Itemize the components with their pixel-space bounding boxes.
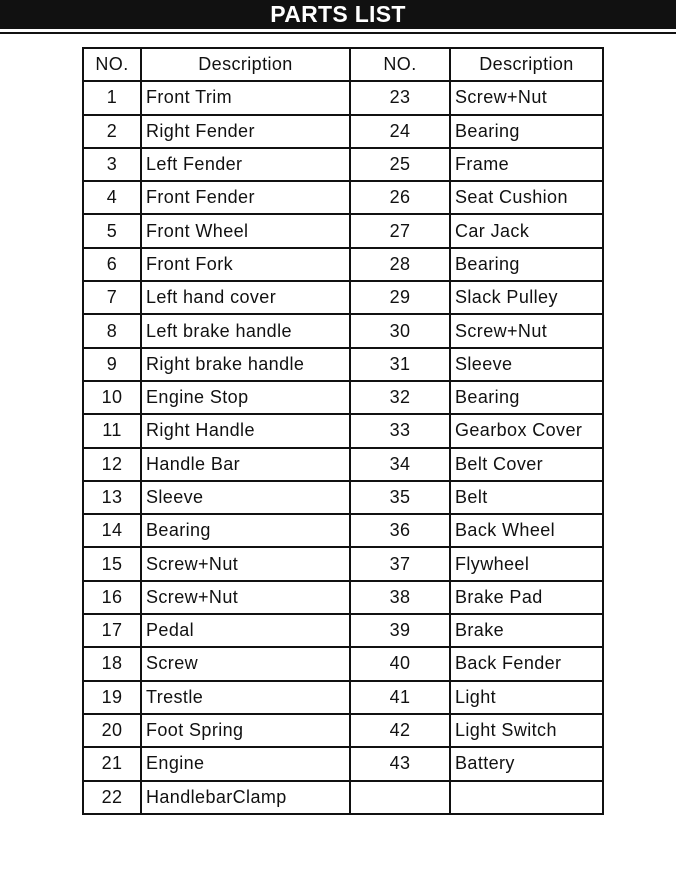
table-row (83, 647, 603, 680)
part-number-right: 34 (350, 448, 450, 481)
part-number-right: 24 (350, 115, 450, 148)
part-description-left: Screw (141, 647, 350, 680)
part-description-left: Foot Spring (141, 714, 350, 747)
part-description-right: Belt (450, 481, 603, 514)
part-description-left: Engine Stop (141, 381, 350, 414)
part-description-left: Handle Bar (141, 448, 350, 481)
part-description-right: Frame (450, 148, 603, 181)
part-description-left: Front Fork (141, 248, 350, 281)
part-description-left: Pedal (141, 614, 350, 647)
part-description-left: Engine (141, 747, 350, 780)
part-number-right: 35 (350, 481, 450, 514)
part-number-left: 9 (83, 348, 141, 381)
part-number-left: 6 (83, 248, 141, 281)
column-header-no-right: NO. (350, 48, 450, 81)
part-number-left: 13 (83, 481, 141, 514)
table-row (83, 148, 603, 181)
table-row (83, 514, 603, 547)
table-row (83, 747, 603, 780)
part-number-right (350, 781, 450, 814)
part-number-left: 7 (83, 281, 141, 314)
part-number-left: 22 (83, 781, 141, 814)
part-number-left: 11 (83, 414, 141, 447)
table-header-row (83, 48, 603, 81)
part-number-left: 8 (83, 314, 141, 347)
table-row (83, 348, 603, 381)
part-description-left: Left Fender (141, 148, 350, 181)
part-description-left: Screw+Nut (141, 581, 350, 614)
part-number-right: 25 (350, 148, 450, 181)
part-description-right: Brake Pad (450, 581, 603, 614)
column-header-description-left: Description (141, 48, 350, 81)
part-number-right: 26 (350, 181, 450, 214)
part-description-right: Bearing (450, 115, 603, 148)
part-number-right: 43 (350, 747, 450, 780)
part-number-right: 28 (350, 248, 450, 281)
part-description-left: Front Wheel (141, 214, 350, 247)
table-row (83, 248, 603, 281)
table-row (83, 781, 603, 814)
part-description-right: Back Wheel (450, 514, 603, 547)
part-number-left: 16 (83, 581, 141, 614)
table-row (83, 581, 603, 614)
table-row (83, 314, 603, 347)
table-row (83, 281, 603, 314)
part-number-left: 12 (83, 448, 141, 481)
part-description-left: Sleeve (141, 481, 350, 514)
part-number-right: 37 (350, 547, 450, 580)
part-number-right: 33 (350, 414, 450, 447)
part-number-right: 23 (350, 81, 450, 114)
table-row (83, 547, 603, 580)
table-row (83, 414, 603, 447)
part-description-right (450, 781, 603, 814)
part-number-right: 29 (350, 281, 450, 314)
part-description-left: Right Fender (141, 115, 350, 148)
part-description-right: Battery (450, 747, 603, 780)
table-row (83, 115, 603, 148)
part-number-right: 38 (350, 581, 450, 614)
table-row (83, 681, 603, 714)
table-row (83, 448, 603, 481)
part-number-left: 19 (83, 681, 141, 714)
part-number-right: 40 (350, 647, 450, 680)
part-description-left: Screw+Nut (141, 547, 350, 580)
title-bar (0, 0, 676, 29)
part-description-left: Front Trim (141, 81, 350, 114)
part-description-left: Bearing (141, 514, 350, 547)
table-row (83, 181, 603, 214)
part-description-left: HandlebarClamp (141, 781, 350, 814)
part-number-left: 17 (83, 614, 141, 647)
part-number-left: 5 (83, 214, 141, 247)
part-number-left: 15 (83, 547, 141, 580)
part-description-right: Car Jack (450, 214, 603, 247)
part-number-left: 21 (83, 747, 141, 780)
table-row (83, 81, 603, 114)
part-description-right: Back Fender (450, 647, 603, 680)
part-description-right: Screw+Nut (450, 314, 603, 347)
part-description-right: Bearing (450, 381, 603, 414)
part-number-left: 4 (83, 181, 141, 214)
part-description-right: Light Switch (450, 714, 603, 747)
part-number-left: 2 (83, 115, 141, 148)
part-description-right: Flywheel (450, 547, 603, 580)
table-row (83, 214, 603, 247)
table-row (83, 481, 603, 514)
column-header-description-right: Description (450, 48, 603, 81)
part-description-right: Seat Cushion (450, 181, 603, 214)
part-number-right: 39 (350, 614, 450, 647)
part-description-right: Screw+Nut (450, 81, 603, 114)
part-description-right: Bearing (450, 248, 603, 281)
part-description-left: Right Handle (141, 414, 350, 447)
part-description-right: Slack Pulley (450, 281, 603, 314)
part-description-right: Light (450, 681, 603, 714)
column-header-no-left: NO. (83, 48, 141, 81)
part-number-right: 32 (350, 381, 450, 414)
part-number-left: 18 (83, 647, 141, 680)
part-description-right: Belt Cover (450, 448, 603, 481)
part-number-right: 27 (350, 214, 450, 247)
part-number-left: 20 (83, 714, 141, 747)
part-number-left: 1 (83, 81, 141, 114)
part-description-left: Right brake handle (141, 348, 350, 381)
part-description-left: Front Fender (141, 181, 350, 214)
part-number-left: 3 (83, 148, 141, 181)
page-title: PARTS LIST (270, 1, 406, 27)
part-description-right: Sleeve (450, 348, 603, 381)
part-number-left: 14 (83, 514, 141, 547)
parts-table (82, 47, 604, 815)
parts-table-body (83, 81, 603, 814)
part-description-left: Trestle (141, 681, 350, 714)
part-number-right: 30 (350, 314, 450, 347)
part-number-right: 41 (350, 681, 450, 714)
part-number-right: 36 (350, 514, 450, 547)
part-description-right: Gearbox Cover (450, 414, 603, 447)
part-number-left: 10 (83, 381, 141, 414)
part-description-left: Left brake handle (141, 314, 350, 347)
table-row (83, 381, 603, 414)
part-number-right: 31 (350, 348, 450, 381)
table-row (83, 714, 603, 747)
part-description-right: Brake (450, 614, 603, 647)
table-row (83, 614, 603, 647)
part-description-left: Left hand cover (141, 281, 350, 314)
title-underline (0, 32, 676, 34)
part-number-right: 42 (350, 714, 450, 747)
